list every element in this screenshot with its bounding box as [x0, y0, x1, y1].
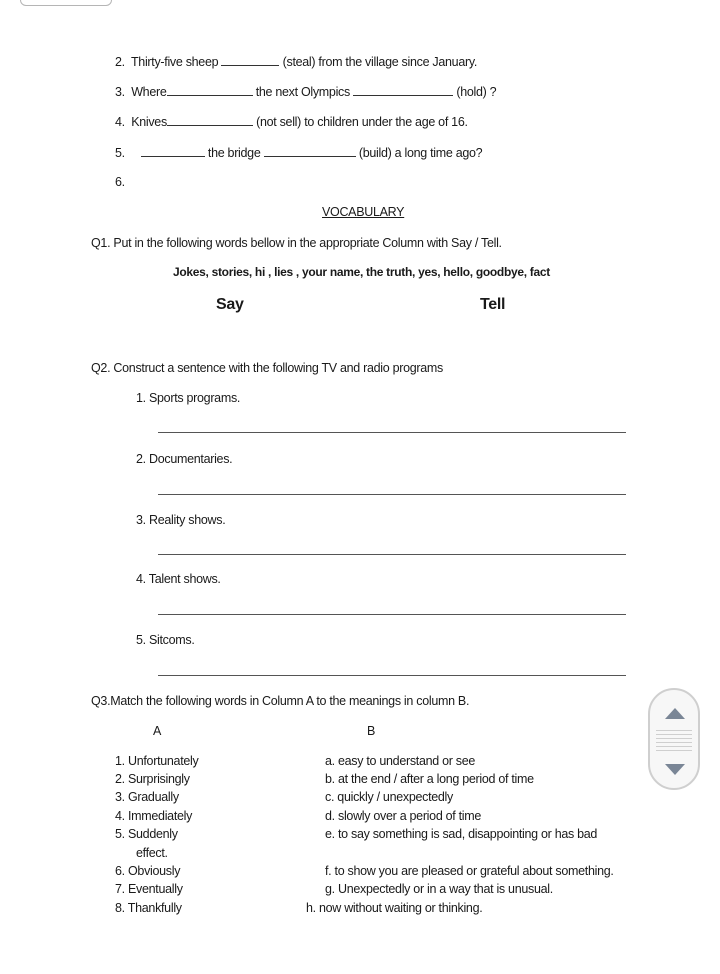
answer-blank[interactable] [167, 114, 253, 126]
grammar-item-2: 2. Thirty-five sheep (steal) from the village since January. [115, 55, 478, 69]
q1-word-list: Jokes, stories, hi , lies , your name, the truth, yes, hello, goodbye, fact [173, 265, 550, 279]
scroll-grip-line [656, 730, 692, 731]
column-b-header: B [367, 724, 376, 738]
scroll-up-icon[interactable] [665, 708, 685, 719]
q2-item-3: 3. Reality shows. [136, 513, 226, 527]
scroll-grip-line [656, 746, 692, 747]
column-a-item-continuation: effect. [136, 846, 168, 860]
q2-item-5: 5. Sitcoms. [136, 633, 195, 647]
answer-blank[interactable] [141, 145, 205, 157]
q2-item-1: 1. Sports programs. [136, 391, 241, 405]
grammar-item-4: 4. Knives (not sell) to children under the age of 16. [115, 115, 468, 129]
column-b-item: c. quickly / unexpectedly [325, 790, 453, 804]
tell-column-header: Tell [480, 296, 506, 313]
page-tab-frame [20, 0, 112, 6]
grammar-item-5: 5. the bridge (build) a long time ago? [115, 146, 483, 160]
q2-prompt: Q2. Construct a sentence with the following TV and radio programs [91, 361, 443, 375]
answer-line[interactable] [158, 494, 626, 495]
answer-line[interactable] [158, 432, 626, 433]
answer-blank[interactable] [353, 84, 453, 96]
column-b-item: h. now without waiting or thinking. [306, 901, 483, 915]
column-a-item: 8. Thankfully [115, 901, 182, 915]
column-a-item: 3. Gradually [115, 790, 179, 804]
scroll-down-icon[interactable] [665, 764, 685, 775]
say-column-header: Say [216, 296, 244, 313]
scroll-grip-line [656, 742, 692, 743]
q2-item-4: 4. Talent shows. [136, 572, 221, 586]
answer-blank[interactable] [264, 145, 356, 157]
column-b-item: f. to show you are pleased or grateful about something. [325, 864, 614, 878]
column-a-item: 7. Eventually [115, 882, 183, 896]
page-scroll-control[interactable] [648, 688, 700, 790]
column-a-item: 4. Immediately [115, 809, 193, 823]
column-b-item: b. at the end / after a long period of time [325, 772, 534, 786]
column-b-item: d. slowly over a period of time [325, 809, 482, 823]
column-b-item: e. to say something is sad, disappointing or has bad [325, 827, 598, 841]
q1-prompt: Q1. Put in the following words bellow in the appropriate Column with Say / Tell. [91, 236, 502, 250]
column-a-item: 2. Surprisingly [115, 772, 190, 786]
column-a-item: 1. Unfortunately [115, 754, 199, 768]
grammar-item-3: 3. Where the next Olympics (hold) ? [115, 85, 497, 99]
column-a-header: A [153, 724, 162, 738]
q2-item-2: 2. Documentaries. [136, 452, 233, 466]
q3-prompt: Q3.Match the following words in Column A to the meanings in column B. [91, 694, 470, 708]
column-a-item: 5. Suddenly [115, 827, 178, 841]
column-b-item: a. easy to understand or see [325, 754, 476, 768]
answer-blank[interactable] [221, 54, 279, 66]
scroll-grip-line [656, 750, 692, 751]
scroll-grip-line [656, 734, 692, 735]
answer-line[interactable] [158, 554, 626, 555]
answer-blank[interactable] [167, 84, 253, 96]
column-b-item: g. Unexpectedly or in a way that is unusual. [325, 882, 553, 896]
answer-line[interactable] [158, 675, 626, 676]
column-a-item: 6. Obviously [115, 864, 181, 878]
grammar-item-6: 6. [115, 175, 125, 189]
answer-line[interactable] [158, 614, 626, 615]
vocabulary-heading: VOCABULARY [322, 205, 405, 219]
scroll-grip-line [656, 738, 692, 739]
